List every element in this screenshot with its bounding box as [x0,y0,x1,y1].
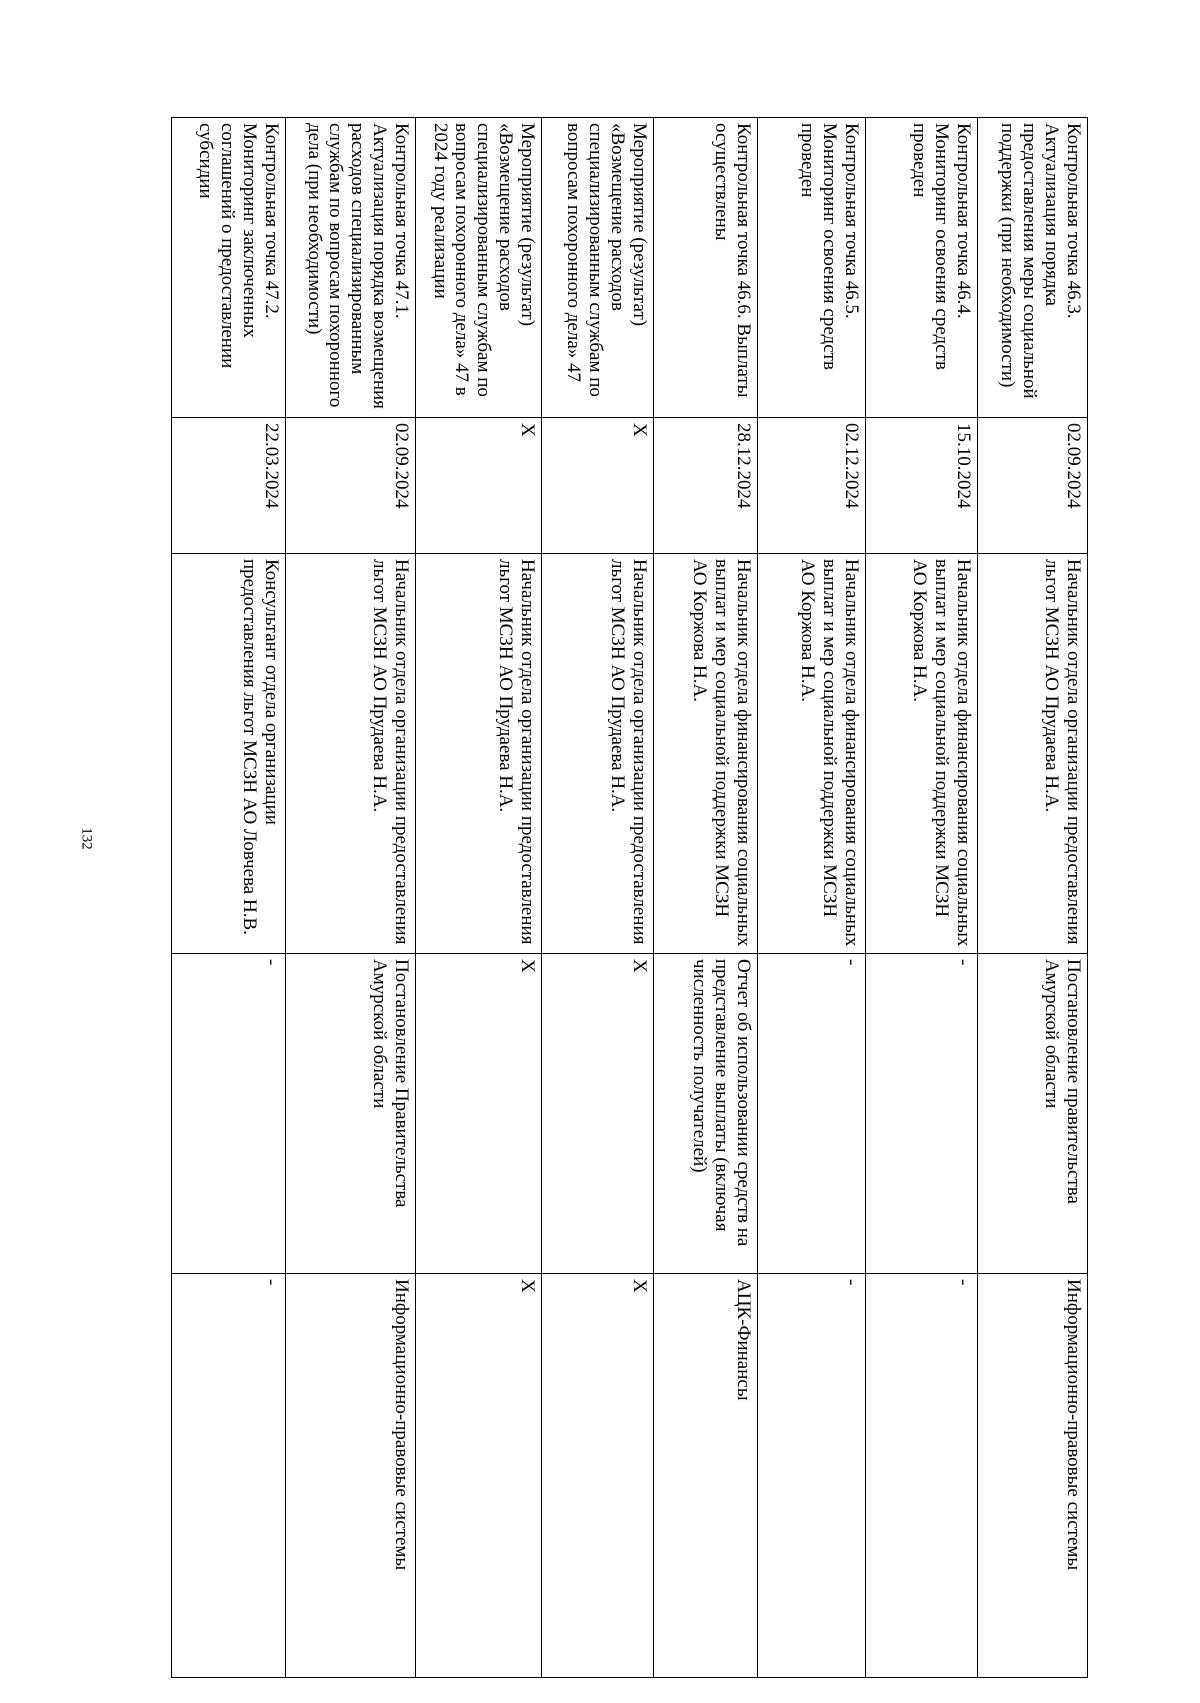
document-cell: Постановление Правительства Амурской области [286,954,416,1274]
date-cell: X [542,418,654,554]
responsible-cell: Начальник отдела организации предоставления льгот МСЗН АО Прудаева Н.А. [978,554,1088,954]
event-name-cell: Контрольная точка 46.3. Актуализация порядка предоставления меры социальной поддержки (при необходимости) [978,118,1088,418]
event-name-cell: Контрольная точка 47.2. Мониторинг заключенных соглашений о предоставлении субсидии [172,118,286,418]
document-cell: X [416,954,542,1274]
document-cell: Постановление правительства Амурской области [978,954,1088,1274]
document-cell: Отчет об использовании средств на представление выплаты (включая численность получателей) [654,954,758,1274]
table-row [758,118,866,1678]
document-cell: X [542,954,654,1274]
table-row [416,118,542,1678]
responsible-cell: Начальник отдела финансирования социальных выплат и мер социальной поддержки МСЗН АО Коржова Н.А. [654,554,758,954]
document-cell: - [172,954,286,1274]
event-name-cell: Мероприятие (результат) «Возмещение расходов специализированным службам по вопросам похоронного дела» 47 в 2024 году реализации [416,118,542,418]
info-system-cell: - [758,1274,866,1678]
table-row [542,118,654,1678]
responsible-cell: Начальник отдела финансирования социальных выплат и мер социальной поддержки МСЗН АО Коржова Н.А. [758,554,866,954]
info-system-cell: АЦК-Финансы [654,1274,758,1678]
table-row [654,118,758,1678]
info-system-cell: - [866,1274,978,1678]
responsible-cell: Начальник отдела финансирования социальных выплат и мер социальной поддержки МСЗН АО Коржова Н.А. [866,554,978,954]
date-cell: X [416,418,542,554]
event-name-cell: Контрольная точка 46.5. Мониторинг освоения средств проведен [758,118,866,418]
info-system-cell: X [542,1274,654,1678]
rotated-table-wrapper [172,117,1088,1677]
event-name-cell: Контрольная точка 46.6. Выплаты осуществлены [654,118,758,418]
document-cell: - [866,954,978,1274]
responsible-cell: Консультант отдела организации предоставления льгот МСЗН АО Ловчева Н.В. [172,554,286,954]
responsible-cell: Начальник отдела организации предоставления льгот МСЗН АО Прудаева Н.А. [416,554,542,954]
table-row [172,118,286,1678]
table-row [866,118,978,1678]
responsible-cell: Начальник отдела организации предоставления льгот МСЗН АО Прудаева Н.А. [286,554,416,954]
control-points-table [171,117,1088,1678]
date-cell: 02.12.2024 [758,418,866,554]
date-cell: 22.03.2024 [172,418,286,554]
responsible-cell: Начальник отдела организации предоставления льгот МСЗН АО Прудаева Н.А. [542,554,654,954]
info-system-cell: - [172,1274,286,1678]
info-system-cell: Информационно-правовые системы [286,1274,416,1678]
date-cell: 02.09.2024 [978,418,1088,554]
info-system-cell: X [416,1274,542,1678]
document-cell: - [758,954,866,1274]
event-name-cell: Мероприятие (результат) «Возмещение расходов специализированным службам по вопросам похоронного дела» 47 [542,118,654,418]
event-name-cell: Контрольная точка 47.1. Актуализация порядка возмещения расходов специализированным службам по вопросам похоронного дела (при необходимости) [286,118,416,418]
date-cell: 02.09.2024 [286,418,416,554]
event-name-cell: Контрольная точка 46.4. Мониторинг освоения средств проведен [866,118,978,418]
page-number: 132 [78,827,95,850]
table-row [978,118,1088,1678]
date-cell: 28.12.2024 [654,418,758,554]
date-cell: 15.10.2024 [866,418,978,554]
table-row [286,118,416,1678]
info-system-cell: Информационно-правовые системы [978,1274,1088,1678]
